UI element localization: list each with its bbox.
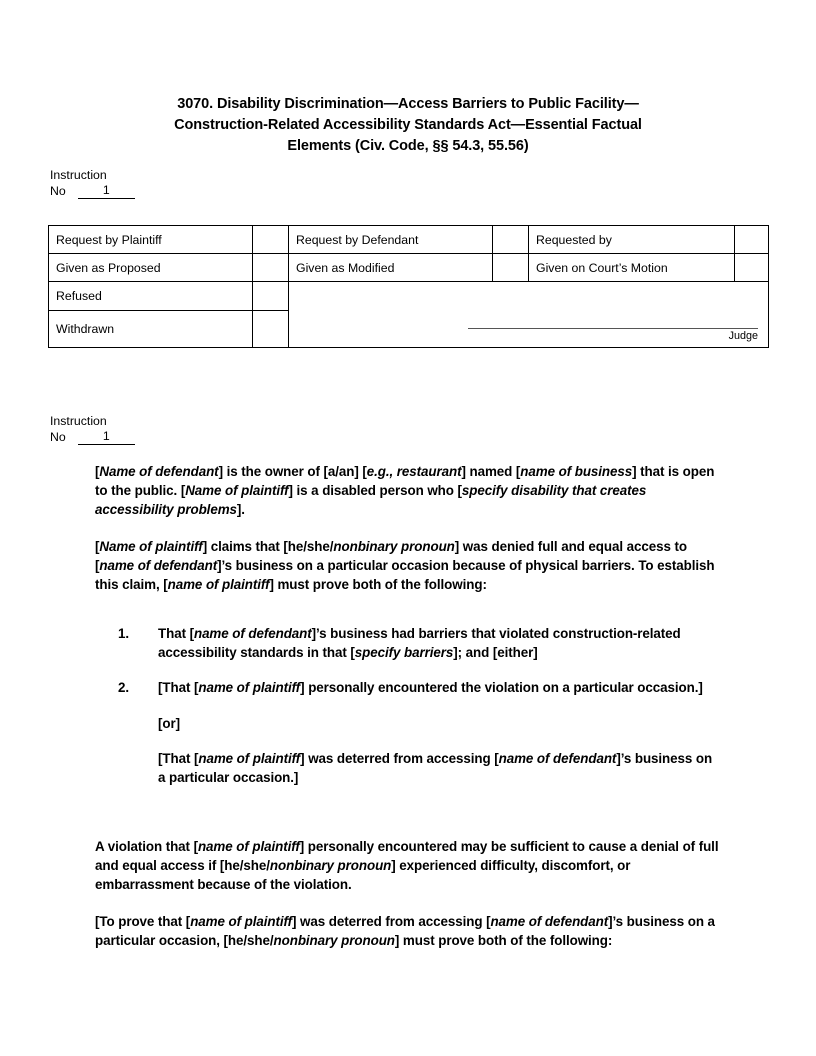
p2-ital4: name of plaintiff (167, 577, 270, 593)
instruction-number-field-bottom (50, 414, 135, 445)
paragraph-1 (95, 462, 723, 520)
i2-seg2: ] personally encountered the violation on a particular occasion.] (300, 680, 703, 696)
i2alt-ital2: name of defendant (498, 750, 617, 766)
list-item-1-text (158, 624, 723, 662)
cell-request-by-defendant: Request by Defendant (289, 226, 493, 254)
cell-given-as-proposed: Given as Proposed (49, 254, 253, 282)
p2-seg3: ] was denied full and equal access to [ (95, 538, 687, 573)
p4-seg1: [To prove that [ (95, 913, 191, 929)
p4-ital3: nonbinary pronoun (273, 932, 395, 948)
p1-ital3: name of business (520, 464, 633, 479)
p2-seg1: [ (95, 538, 100, 554)
title-line-1: 3070. Disability Discrimination—Access Barriers to Public Facility— (177, 96, 639, 112)
p2-seg4: ]’s business on a particular occasion because of physical barriers. To establish this claim, [ (95, 557, 715, 593)
p4-ital1: name of plaintiff (190, 913, 292, 929)
list-item-2 (118, 678, 723, 697)
title-line-3: Elements (Civ. Code, §§ 54.3, 55.56) (287, 138, 529, 154)
i2alt-seg1: [That [ (158, 750, 199, 766)
p1-ital2: e.g., restaurant (366, 464, 462, 479)
table-row (49, 282, 769, 311)
i1-ital2: specify barriers (354, 645, 454, 661)
instruction-label-line1: Instruction (50, 414, 107, 428)
instruction-body-closing (95, 837, 723, 967)
p1-seg4: ] that is open to the public. [ (95, 464, 715, 499)
p1-ital4: Name of plaintiff (185, 483, 289, 499)
checkbox-given-as-proposed[interactable] (253, 254, 289, 282)
list-item-1 (118, 624, 723, 662)
instruction-label-line2: No (50, 430, 66, 444)
p4-seg2: ] was deterred from accessing [ (292, 913, 491, 929)
cell-refused: Refused (49, 282, 253, 311)
paragraph-4 (95, 912, 723, 950)
i2alt-ital1: name of plaintiff (198, 750, 301, 766)
instruction-label-line1: Instruction (50, 168, 107, 182)
list-item-2-alternate (158, 749, 723, 787)
i1-ital1: name of defendant (193, 626, 312, 641)
disposition-table (48, 225, 769, 348)
i2-seg1: [That [ (158, 680, 199, 696)
paragraph-3 (95, 837, 723, 895)
instruction-elements-list (118, 624, 723, 803)
instruction-label-line2: No (50, 184, 66, 198)
p3-ital2: nonbinary pronoun (269, 858, 392, 874)
judge-signature-area (468, 327, 758, 343)
p1-seg6: ]. (236, 502, 245, 518)
checkbox-request-by-plaintiff[interactable] (253, 226, 289, 254)
cell-request-by-plaintiff: Request by Plaintiff (49, 226, 253, 254)
page-title (108, 94, 708, 157)
p2-seg2: ] claims that [he/she/ (202, 538, 334, 554)
list-item-2-text (158, 678, 723, 697)
table-row (49, 254, 769, 282)
p1-ital1: Name of defendant (99, 464, 219, 479)
i2alt-seg3: ]’s business on a particular occasion.] (158, 750, 713, 786)
checkbox-requested-by[interactable] (735, 226, 769, 254)
p1-seg1: [ (95, 464, 100, 479)
checkbox-given-as-modified[interactable] (493, 254, 529, 282)
i1-seg1: That [ (158, 626, 194, 641)
cell-given-on-courts-motion: Given on Court’s Motion (529, 254, 735, 282)
list-item-1-marker: 1. (118, 626, 130, 641)
title-line-2: Construction-Related Accessibility Standards Act—Essential Factual (174, 117, 642, 133)
checkbox-request-by-defendant[interactable] (493, 226, 529, 254)
p4-seg4: ] must prove both of the following: (394, 932, 613, 948)
instruction-body-intro (95, 462, 723, 611)
p2-ital1: Name of plaintiff (99, 538, 203, 554)
p2-ital2: nonbinary pronoun (333, 538, 455, 554)
p4-seg3: ]’s business on a particular occasion, [he/she/ (95, 913, 715, 948)
p2-seg5: ] must prove both of the following: (269, 577, 487, 593)
instruction-number-input-top[interactable]: 1 (78, 183, 135, 199)
i2-ital1: name of plaintiff (198, 680, 301, 696)
cell-withdrawn: Withdrawn (49, 311, 253, 348)
instruction-number-input-bottom[interactable]: 1 (78, 429, 135, 445)
list-item-2-marker: 2. (118, 680, 130, 696)
i1-seg2: ]’s business had barriers that violated construction-related accessibility standards in that [ (158, 626, 681, 661)
paragraph-2 (95, 537, 723, 595)
checkbox-refused[interactable] (253, 282, 289, 311)
p3-seg1: A violation that [ (95, 839, 198, 854)
p4-ital2: name of defendant (490, 913, 609, 929)
p3-seg2: ] personally encountered may be sufficient to cause a denial of full and equal access if [he/she/ (95, 839, 719, 874)
i1-seg3: ]; and [either] (453, 645, 538, 661)
checkbox-given-on-courts-motion[interactable] (735, 254, 769, 282)
i2alt-seg2: ] was deterred from accessing [ (300, 750, 499, 766)
or-connector: [or] (158, 715, 180, 731)
judge-signature-cell (289, 282, 769, 348)
p1-seg3: ] named [ (461, 464, 521, 479)
table-row (49, 226, 769, 254)
p1-seg2: ] is the owner of [a/an] [ (218, 464, 367, 479)
checkbox-withdrawn[interactable] (253, 311, 289, 348)
p2-ital3: name of defendant (99, 557, 218, 573)
cell-given-as-modified: Given as Modified (289, 254, 493, 282)
instruction-number-field-top (50, 168, 135, 199)
p3-seg3: ] experienced difficulty, discomfort, or embarrassment because of the violation. (95, 858, 631, 893)
cell-requested-by: Requested by (529, 226, 735, 254)
p1-ital5: specify disability that creates accessibility problems (95, 483, 647, 518)
judge-signature-label: Judge (728, 330, 758, 342)
p3-ital1: name of plaintiff (197, 839, 300, 854)
p1-seg5: ] is a disabled person who [ (288, 483, 462, 499)
